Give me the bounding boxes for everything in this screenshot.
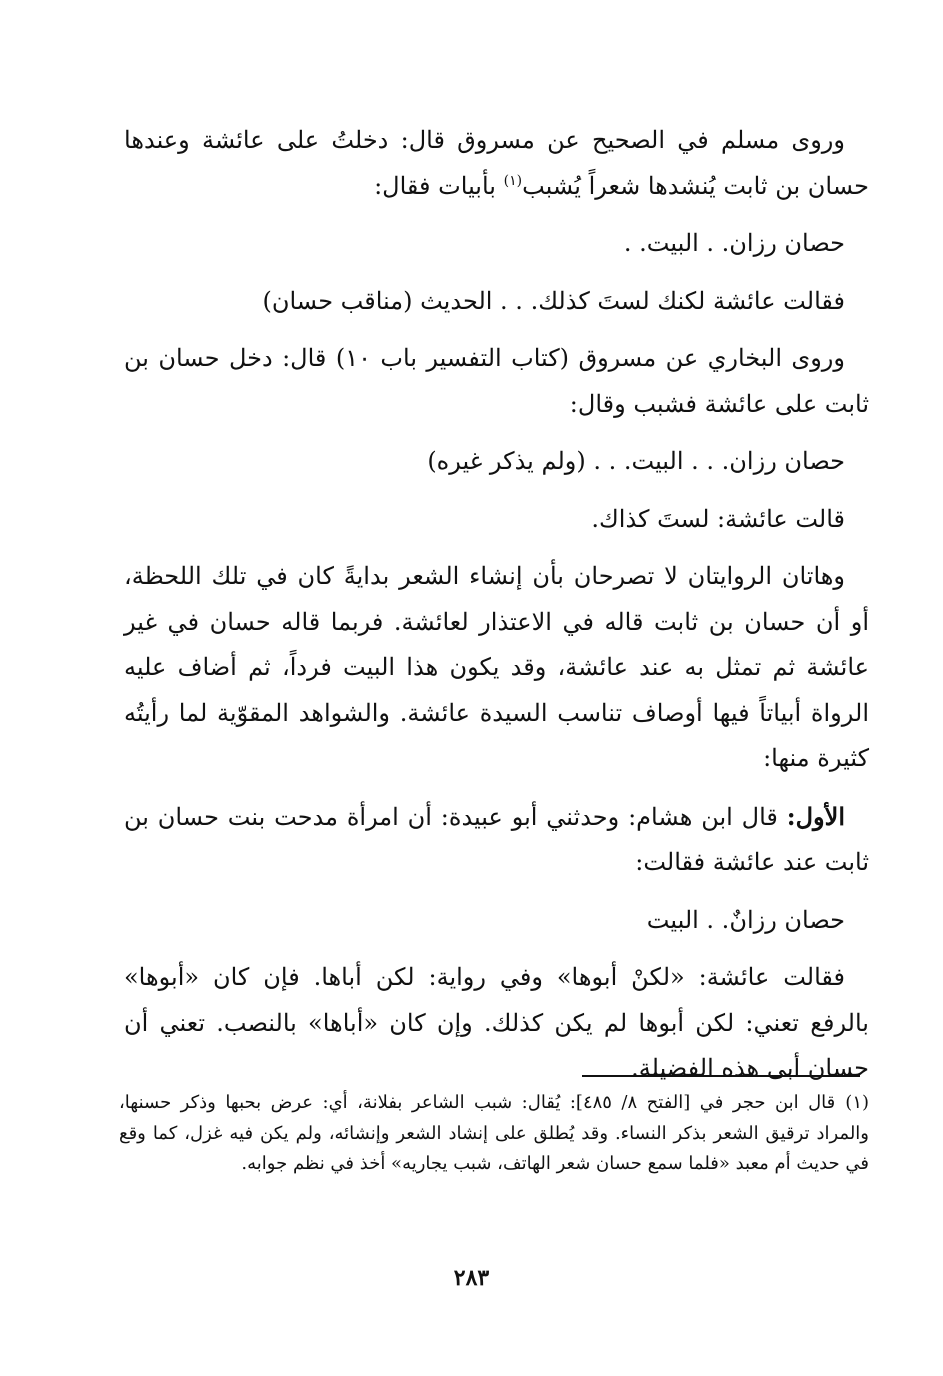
footnote-text: قال ابن حجر في [الفتح ٨/ ٤٨٥]: يُقال: شبب الشاعر بفلانة، أي: عرض بحبها وذكر حسنها، والمراد ترقيق الشعر بذكر النساء. وقد يُطلق على إنشاد الشعر وإنشائه، ولم يكن فيه غزل، كما وقع في حديث أم معبد «فلما سمع حسان شعر الهاتف، شبب يجاريه» أخذ في نظم جوابه. (119, 1092, 869, 1174)
paragraph-text: قال ابن هشام: وحدثني أبو عبيدة: أن امرأة مدحت بنت حسان بن ثابت عند عائشة فقالت: (124, 802, 869, 876)
paragraph-aisha-reply: فقالت عائشة لكنك لستَ كذلك. . . الحديث (مناقب حسان) (262, 286, 845, 315)
paragraph-grammar-explanation: فقالت عائشة: «لكنْ أبوها» وفي رواية: لكن أباها. فإن كان «أبوها» بالرفع تعني: لكن أبوها لم يكن كذلك. وإن كان «أباها» بالنصب. تعني أن حسان أبى هذه الفضيلة. (124, 963, 869, 1082)
paragraph-text: وروى مسلم في الصحيح عن مسروق قال: دخلتُ على عائشة وعندها حسان بن ثابت يُنشدها شعراً يُشبب (124, 126, 869, 200)
verse-quote: حصان رزان. . . البيت. . . (ولم يذكر غيره) (427, 447, 845, 475)
verse-quote: حصان رزانٌ. . البيت (646, 905, 845, 934)
paragraph-aisha-reply-2: قالت عائشة: لستَ كذاك. (591, 504, 845, 533)
footnote (119, 1088, 869, 1180)
footnote-number: (١) (845, 1092, 870, 1113)
footnote-divider (582, 1075, 860, 1077)
paragraph-text: بأبيات فقال: (374, 171, 504, 200)
verse-quote: حصان رزان. . البيت. . (623, 229, 845, 257)
main-text (124, 118, 869, 1104)
paragraph-analysis: وهاتان الروايتان لا تصرحان بأن إنشاء الشعر بدايةً كان في تلك اللحظة، أو أن حسان بن ثابت قاله في الاعتذار لعائشة. فربما قاله حسان في غير عائشة ثم تمثل به عند عائشة، وقد يكون هذا البيت فرداً، ثم أضاف عليه الرواة أبياتاً فيها أوصاف تناسب السيدة عائشة. والشواهد المقوّية لما رأيتُه كثيرة منها: (124, 562, 869, 772)
evidence-heading: الأول: (786, 801, 845, 831)
paragraph-first-evidence (124, 794, 869, 886)
page-number: ٢٨٣ (453, 1265, 490, 1291)
paragraph-bukhari-narration: وروى البخاري عن مسروق (كتاب التفسير باب ١٠) قال: دخل حسان بن ثابت على عائشة فشبب وقال: (124, 344, 869, 418)
paragraph-muslim-narration (124, 118, 869, 209)
footnote-marker[interactable]: (١) (503, 172, 523, 189)
